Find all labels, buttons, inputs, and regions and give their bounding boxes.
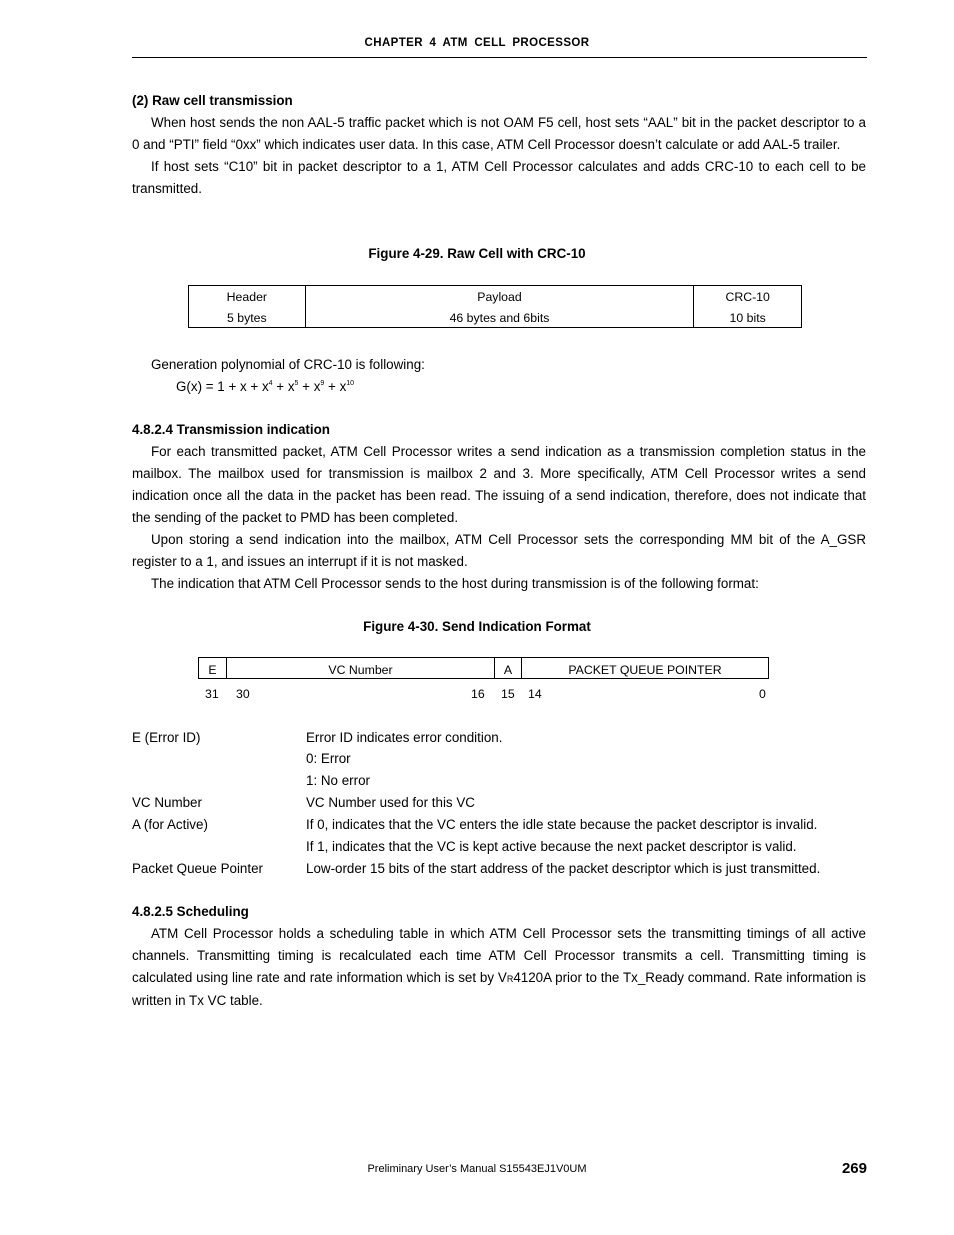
header-field-label: Header bbox=[189, 286, 306, 309]
polynomial-exponent: 5 bbox=[294, 380, 299, 387]
chapter-header: CHAPTER 4 ATM CELL PROCESSOR bbox=[364, 37, 590, 49]
raw-cell-body bbox=[132, 112, 866, 200]
definition-term: VC Number bbox=[132, 795, 202, 810]
polynomial-exponent: 10 bbox=[346, 380, 355, 387]
polynomial-formula bbox=[176, 379, 354, 394]
definition-term: Packet Queue Pointer bbox=[132, 861, 264, 876]
transmission-indication-heading: 4.8.2.4 Transmission indication bbox=[132, 422, 330, 437]
polynomial-term: + x bbox=[324, 379, 347, 394]
a-field: A bbox=[495, 658, 522, 678]
polynomial-term: G(x) = 1 + x + x bbox=[176, 379, 269, 394]
bit-number-16: 16 bbox=[471, 687, 485, 701]
crc10-field-size: 10 bits bbox=[694, 308, 802, 328]
e-field: E bbox=[199, 658, 227, 678]
transmission-indication-body bbox=[132, 441, 866, 595]
definition-text: Low-order 15 bits of the start address of the packet descriptor which is just transmitted. bbox=[306, 861, 821, 876]
bit-number-0: 0 bbox=[759, 687, 766, 701]
raw-cell-paragraph-2: If host sets “C10” bit in packet descriptor to a 1, ATM Cell Processor calculates and adds CRC-10 to each cell to be transmitted. bbox=[132, 159, 866, 196]
polynomial-intro: Generation polynomial of CRC-10 is following: bbox=[151, 357, 425, 372]
tx-paragraph-2: Upon storing a send indication into the mailbox, ATM Cell Processor sets the corresponding MM bit of the A_GSR register to a 1, and issues an interrupt if it is not masked. bbox=[132, 532, 866, 569]
bit-number-31: 31 bbox=[205, 687, 219, 701]
definition-text: 0: Error bbox=[306, 751, 351, 766]
crc10-field-label: CRC-10 bbox=[694, 286, 802, 309]
polynomial-exponent: 9 bbox=[320, 380, 325, 387]
scheduling-subscript: R bbox=[506, 974, 514, 984]
footer-manual-id: Preliminary User’s Manual S15543EJ1V0UM bbox=[367, 1163, 587, 1175]
payload-field-size: 46 bytes and 6bits bbox=[305, 308, 694, 328]
vc-number-field: VC Number bbox=[227, 658, 495, 678]
raw-cell-heading: (2) Raw cell transmission bbox=[132, 93, 293, 108]
payload-field-label: Payload bbox=[305, 286, 694, 309]
figure-29-caption: Figure 4-29. Raw Cell with CRC-10 bbox=[368, 246, 586, 261]
definition-text: 1: No error bbox=[306, 773, 370, 788]
definition-text: Error ID indicates error condition. bbox=[306, 730, 503, 745]
scheduling-paragraph bbox=[132, 923, 866, 1012]
definition-text: If 0, indicates that the VC enters the idle state because the packet descriptor is invalid. bbox=[306, 817, 818, 832]
tx-paragraph-3: The indication that ATM Cell Processor sends to the host during transmission is of the following format: bbox=[151, 576, 759, 591]
polynomial-exponent: 4 bbox=[268, 380, 273, 387]
bit-number-14: 14 bbox=[528, 687, 542, 701]
raw-cell-paragraph-1: When host sends the non AAL-5 traffic packet which is not OAM F5 cell, host sets “AAL” bit in the packet descriptor to a 0 and “PTI” field “0xx” which indicates user data. In this case, ATM Cell Processor doesn’t calculate or add AAL-5 trailer. bbox=[132, 115, 866, 152]
figure-30-caption: Figure 4-30. Send Indication Format bbox=[363, 619, 591, 634]
polynomial-term: + x bbox=[298, 379, 321, 394]
tx-paragraph-1: For each transmitted packet, ATM Cell Processor writes a send indication as a transmission completion status in the mailbox. The mailbox used for transmission is mailbox 2 and 3. More specifically, ATM Cell Processor writes a send indication once all the data in the packet has been read. The issuing of a send indication, therefore, does not indicate that the sending of the packet to PMD has been completed. bbox=[132, 444, 866, 525]
definition-text: VC Number used for this VC bbox=[306, 795, 475, 810]
scheduling-text: 4120A prior to the Tx_Ready command. Rate information is written in Tx VC table. bbox=[132, 970, 866, 1008]
raw-cell-figure bbox=[188, 285, 802, 328]
bit-number-15: 15 bbox=[501, 687, 515, 701]
bit-number-30: 30 bbox=[236, 687, 250, 701]
packet-queue-pointer-field: PACKET QUEUE POINTER bbox=[568, 663, 722, 677]
page-number: 269 bbox=[841, 1160, 867, 1177]
scheduling-body bbox=[132, 923, 866, 1012]
header-rule bbox=[132, 57, 867, 58]
scheduling-heading: 4.8.2.5 Scheduling bbox=[132, 904, 249, 919]
polynomial-term: + x bbox=[272, 379, 295, 394]
send-indication-format bbox=[198, 657, 769, 679]
definition-term: A (for Active) bbox=[132, 817, 208, 832]
definition-term: E (Error ID) bbox=[132, 730, 201, 745]
definition-text: If 1, indicates that the VC is kept active because the next packet descriptor is valid. bbox=[306, 839, 797, 854]
scheduling-text: ATM Cell Processor holds a scheduling table in which ATM Cell Processor sets the transmitting timings of all active channels. Transmitting timing is recalculated each time ATM Cell Processor transmits a cell. Transmitting timing is calculated using line rate and rate information which is set by V bbox=[132, 926, 866, 985]
header-field-size: 5 bytes bbox=[189, 308, 306, 328]
